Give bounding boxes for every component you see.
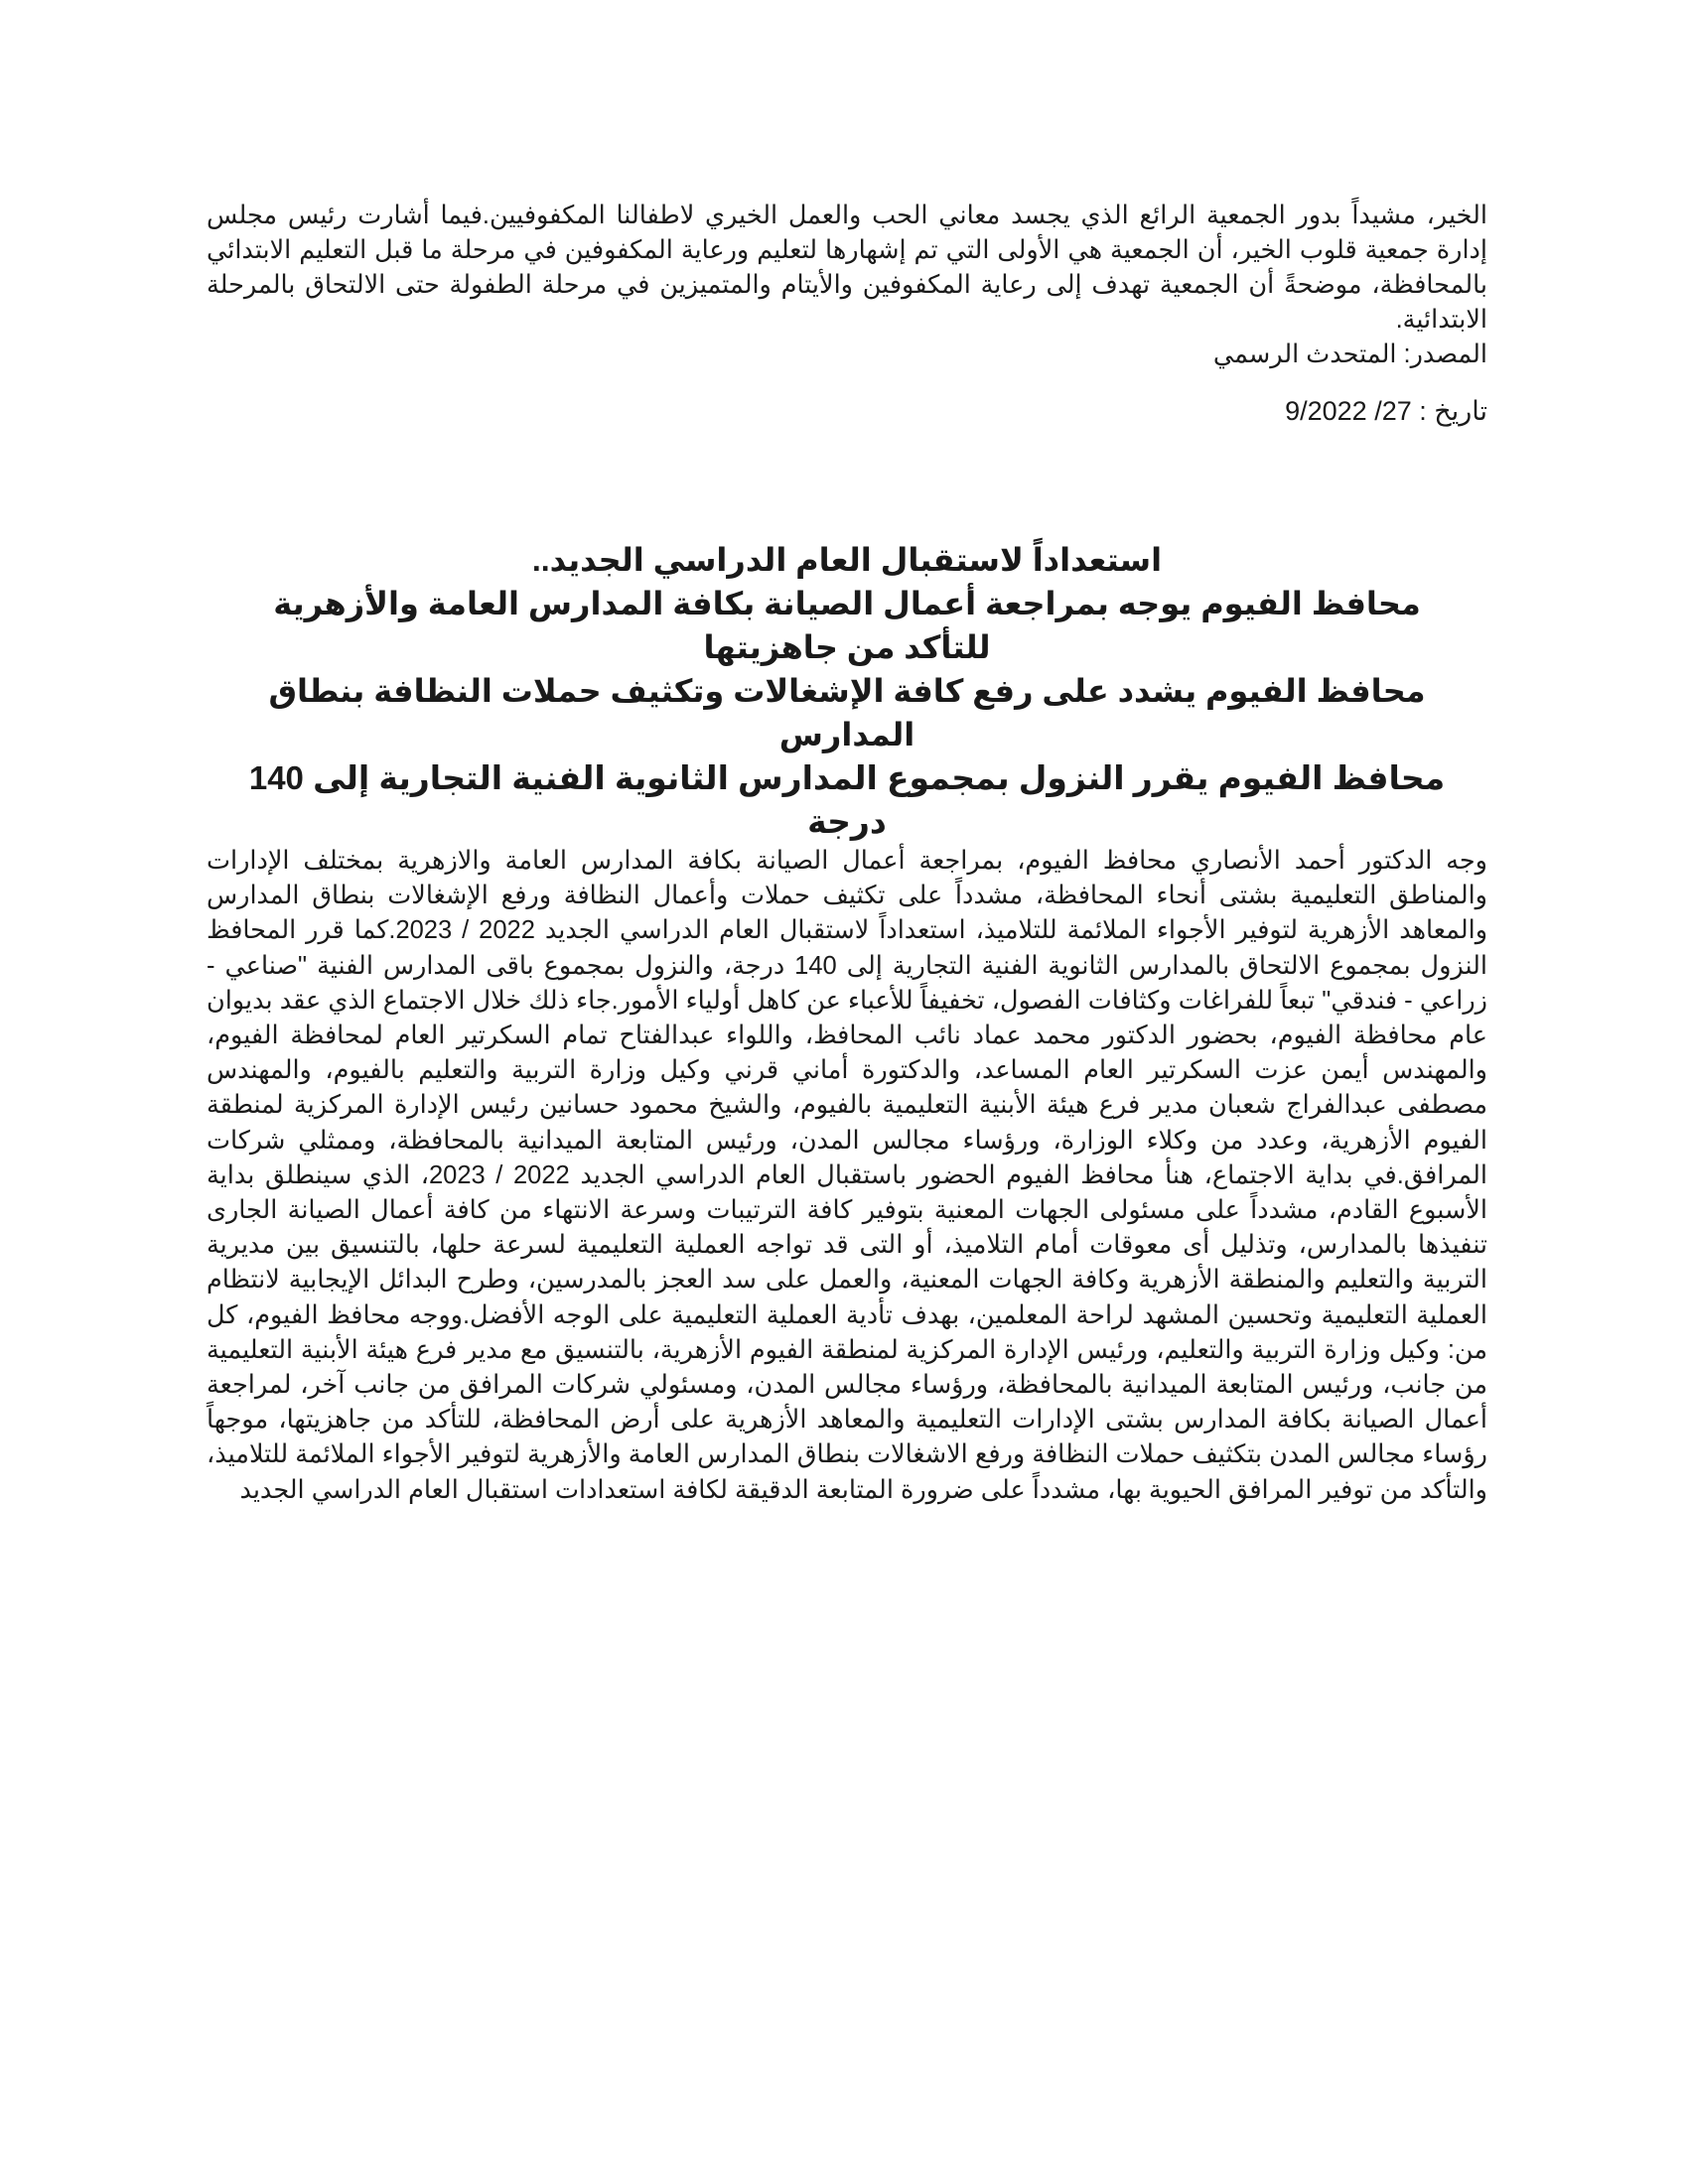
intro-paragraph: الخير، مشيداً بدور الجمعية الرائع الذي يجسد معاني الحب والعمل الخيري لاطفالنا المكفوفيين.فيما أشارت رئيس مجلس إدارة جمعية قلوب الخير، أن الجمعية هي الأولى التي تم إشهارها لتعليم ورعاية المكفوفين في مرحلة ما قبل التعليم الابتدائي بالمحافظة، موضحةً أن الجمعية تهدف إلى رعاية المكفوفين والأيتام والمتميزين في مرحلة الطفولة حتى الالتحاق بالمرحلة الابتدائية. — [207, 202, 1487, 334]
headline-cleaning: محافظ الفيوم يشدد على رفع كافة الإشغالات وتكثيف حملات النظافة بنطاق المدارس — [268, 673, 1426, 752]
headline-grades: محافظ الفيوم يقرر النزول بمجموع المدارس الثانوية الفنية التجارية إلى 140 درجة — [248, 759, 1446, 840]
document-page — [207, 199, 1487, 1508]
date-line: تاريخ : 27/ 9/2022 — [1285, 396, 1487, 426]
headline-maintenance: محافظ الفيوم يوجه بمراجعة أعمال الصيانة بكافة المدارس العامة والأزهرية للتأكد من جاهزيتها — [273, 586, 1421, 665]
source-line: المصدر: المتحدث الرسمي — [1212, 341, 1487, 368]
headline-intro: استعداداً لاستقبال العام الدراسي الجديد.. — [531, 542, 1163, 578]
headlines-block — [207, 538, 1487, 844]
article-body: وجه الدكتور أحمد الأنصاري محافظ الفيوم، بمراجعة أعمال الصيانة بكافة المدارس العامة والازهرية بمختلف الإدارات والمناطق التعليمية بشتى أنحاء المحافظة، مشدداً على تكثيف حملات وأعمال النظافة ورفع الإشغالات بنطاق المدارس والمعاهد الأزهرية لتوفير الأجواء الملائمة للتلاميذ، استعداداً لاستقبال العام الدراسي الجديد 2022 / 2023.كما قرر المحافظ النزول بمجموع الالتحاق بالمدارس الثانوية الفنية التجارية إلى 140 درجة، والنزول بمجموع باقى المدارس الفنية "صناعي - زراعي - فندقي" تبعاً للفراغات وكثافات الفصول، تخفيفاً للأعباء عن كاهل أولياء الأمور.جاء ذلك خلال الاجتماع الذي عقد بديوان عام محافظة الفيوم، بحضور الدكتور محمد عماد نائب المحافظ، واللواء عبدالفتاح تمام السكرتير العام لمحافظة الفيوم، والمهندس أيمن عزت السكرتير العام المساعد، والدكتورة أماني قرني وكيل وزارة التربية والتعليم بالفيوم، والمهندس مصطفى عبدالفراج شعبان مدير فرع هيئة الأبنية التعليمية بالفيوم، والشيخ محمود حسانين رئيس الإدارة المركزية لمنطقة الفيوم الأزهرية، وعدد من وكلاء الوزارة، ورؤساء مجالس المدن، ورئيس المتابعة الميدانية بالمحافظة، وممثلي شركات المرافق.في بداية الاجتماع، هنأ محافظ الفيوم الحضور باستقبال العام الدراسي الجديد 2022 / 2023، الذي سينطلق بداية الأسبوع القادم، مشدداً على مسئولى الجهات المعنية بتوفير كافة الترتيبات وسرعة الانتهاء من كافة أعمال الصيانة الجارى تنفيذها بالمدارس، وتذليل أى معوقات أمام التلاميذ، أو التى قد تواجه العملية التعليمية لسرعة حلها، بالتنسيق بين مديرية التربية والتعليم والمنطقة الأزهرية وكافة الجهات المعنية، والعمل على سد العجز بالمدرسين، وطرح البدائل الإيجابية لانتظام العملية التعليمية وتحسين المشهد لراحة المعلمين، بهدف تأدية العملية التعليمية على الوجه الأفضل.ووجه محافظ الفيوم، كل من: وكيل وزارة التربية والتعليم، ورئيس الإدارة المركزية لمنطقة الفيوم الأزهرية، بالتنسيق مع مدير فرع هيئة الأبنية التعليمية من جانب، ورئيس المتابعة الميدانية بالمحافظة، ورؤساء مجالس المدن، ومسئولي شركات المرافق من جانب آخر، لمراجعة أعمال الصيانة بكافة المدارس بشتى الإدارات التعليمية والمعاهد الأزهرية على أرض المحافظة، للتأكد من جاهزيتها، موجهاً رؤساء مجالس المدن بتكثيف حملات النظافة ورفع الاشغالات بنطاق المدارس العامة والأزهرية لتوفير الأجواء الملائمة للتلاميذ، والتأكد من توفير المرافق الحيوية بها، مشدداً على ضرورة المتابعة الدقيقة لكافة استعدادات استقبال العام الدراسي الجديد — [207, 847, 1488, 1504]
